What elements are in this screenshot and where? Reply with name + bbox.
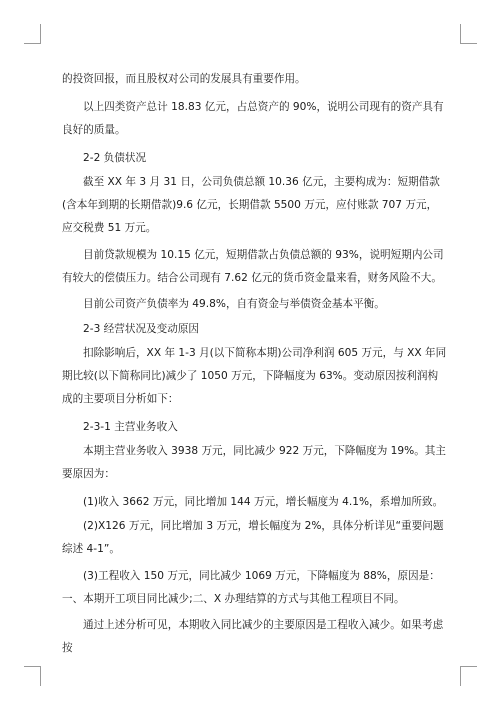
paragraph-3: 截至 XX 年 3 月 31 日，公司负债总额 10.36 亿元，主要构成为：短期借款(含本年到期的长期借款)9.6 亿元，长期借款 5500 万元，应付账款 707 万元，应交税费 51 万元。 [62,176,440,234]
crop-mark-top-right-horizontal [460,43,477,44]
section-heading-2-2: 2-2 负债状况 [83,152,147,164]
crop-mark-bottom-left-vertical [40,666,41,686]
section-heading-2-3-1: 2-3-1 主营业务收入 [83,421,178,433]
paragraph-8: 通过上述分析可见，本期收入同比减少的主要原因是工程收入减少。如果考虑按 [62,619,444,654]
paragraph-1: 的投资回报，而且股权对公司的发展具有重要作用。 [62,73,306,85]
paragraph-2: 以上四类资产总计 18.83 亿元，占总资产的 90%，说明公司现有的资产具有良好的质量。 [62,101,444,136]
crop-mark-bottom-right-horizontal [460,666,477,667]
paragraph-7: 本期主营业务收入 3938 万元，同比减少 922 万元，下降幅度为 19%。其主要原因为： [62,445,446,480]
paragraph-6: 扣除影响后，XX 年 1-3 月(以下简称本期)公司净利润 605 万元，与 XX 年同期比较(以下简称同比)减少了 1050 万元，下降幅度为 63%。变动原因按利润构成的主要项目分析如下： [62,347,447,405]
crop-mark-top-left-vertical [40,24,41,44]
list-item-3: (3)工程收入 150 万元，同比减少 1069 万元，下降幅度为 88%，原因是：一、本期开工项目同比减少;二、X 办理结算的方式与其他工程项目不同。 [62,570,440,605]
paragraph-5: 目前公司资产负债率为 49.8%，自有资金与举债资金基本平衡。 [83,298,385,310]
crop-mark-top-left-horizontal [24,43,41,44]
crop-mark-bottom-left-horizontal [24,666,41,667]
crop-mark-top-right-vertical [460,24,461,44]
crop-mark-bottom-right-vertical [460,666,461,686]
list-item-2: (2)X126 万元，同比增加 3 万元，增长幅度为 2%，具体分析详见“重要问题综述 4-1”。 [62,520,444,555]
section-heading-2-3: 2-3 经营状况及变动原因 [83,323,200,335]
list-item-1: (1)收入 3662 万元，同比增加 144 万元，增长幅度为 4.1%，系增加所致。 [83,496,444,508]
paragraph-4: 目前贷款规模为 10.15 亿元，短期借款占负债总额的 93%，说明短期内公司有较大的偿债压力。结合公司现有 7.62 亿元的货币资金量来看，财务风险不大。 [62,249,444,284]
